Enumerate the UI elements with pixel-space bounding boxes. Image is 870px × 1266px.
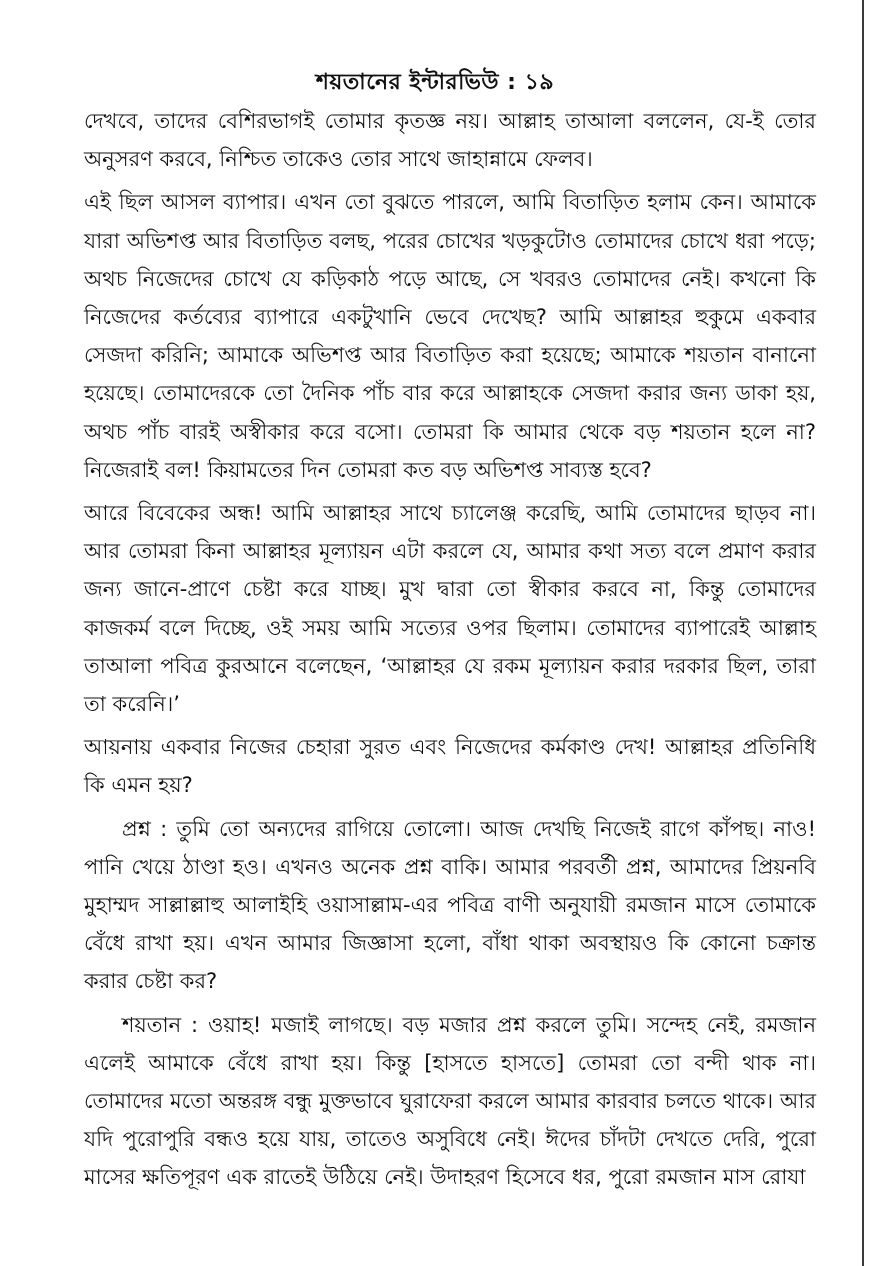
answer-paragraph: শয়তান : ওয়াহ! মজাই লাগছে। বড় মজার প্রশ্ন করলে তুমি। সন্দেহ নেই, রমজান এলেই আমাকে বেঁধে রাখা হয়। কিন্তু [হাসতে হাসতে] তোমরা তো বন্দী থাক না। তোমাদের মতো অন্তরঙ্গ বন্ধু মুক্তভাবে ঘুরাফেরা করলে আমার কারবার চলতে থাকে। আর যদি পুরোপুরি বন্ধও হয়ে যায়, তাতেও অসুবিধে নেই। ঈদের চাঁদটা দেখতে দেরি, পুরো মাসের ক্ষতিপূরণ এক রাতেই উঠিয়ে নেই। উদাহরণ হিসেবে ধর, পুরো রমজান মাস রোযা [84,1012,816,1190]
question-paragraph: প্রশ্ন : তুমি তো অন্যদের রাগিয়ে তোলো। আজ দেখছি নিজেই রাগে কাঁপছ। নাও! পানি খেয়ে ঠাণ্ডা হও। এখনও অনেক প্রশ্ন বাকি। আমার পরবর্তী প্রশ্ন, আমাদের প্রিয়নবি মুহাম্মদ সাল্লাল্লাহু আলাইহি ওয়াসাল্লাম-এর পবিত্র বাণী অনুযায়ী রমজান মাসে তোমাকে বেঁধে রাখা হয়। এখন আমার জিজ্ঞাসা হলো, বাঁধা থাকা অবস্থায়ও কি কোনো চক্রান্ত করার চেষ্টা কর? [84,816,816,994]
paragraph-1: দেখবে, তাদের বেশিরভাগই তোমার কৃতজ্ঞ নয়। আল্লাহ তাআলা বললেন, যে-ই তোর অনুসরণ করবে, নিশ্চিত তাকেও তোর সাথে জাহান্নামে ফেলব। [84,109,816,172]
page-edge-line [862,0,864,1266]
running-header: শয়তানের ইন্টারভিউ : ১৯ [315,70,555,95]
paragraph-2: এই ছিল আসল ব্যাপার। এখন তো বুঝতে পারলে, আমি বিতাড়িত হলাম কেন। আমাকে যারা অভিশপ্ত আর বিতাড়িত বলছ, পরের চোখের খড়কুটোও তোমাদের চোখে ধরা পড়ে; অথচ নিজেদের চোখে যে কড়িকাঠ পড়ে আছে, সে খবরও তোমাদের নেই। কখনো কি নিজেদের কর্তব্যের ব্যাপারে একটুখানি ভেবে দেখেছ? আমি আল্লাহর হুকুমে একবার সেজদা করিনি; আমাকে অভিশপ্ত আর বিতাড়িত করা হয়েছে; আমাকে শয়তান বানানো হয়েছে। তোমাদেরকে তো দৈনিক পাঁচ বার করে আল্লাহকে সেজদা করার জন্য ডাকা হয়, অথচ পাঁচ বারই অস্বীকার করে বসো। তোমরা কি আমার থেকে বড় শয়তান হলে না? নিজেরাই বল! কিয়ামতের দিন তোমরা কত বড় অভিশপ্ত সাব্যস্ত হবে? [84,190,816,482]
paragraph-4: আয়নায় একবার নিজের চেহারা সুরত এবং নিজেদের কর্মকাণ্ড দেখ! আল্লাহর প্রতিনিধি কি এমন হয়? [84,735,816,798]
paragraph-3: আরে বিবেকের অন্ধ! আমি আল্লাহর সাথে চ্যালেঞ্জ করেছি, আমি তোমাদের ছাড়ব না। আর তোমরা কিনা আল্লাহর মূল্যায়ন এটা করলে যে, আমার কথা সত্য বলে প্রমাণ করার জন্য জানে-প্রাণে চেষ্টা করে যাচ্ছ। মুখ দ্বারা তো স্বীকার করবে না, কিন্তু তোমাদের কাজকর্ম বলে দিচ্ছে, ওই সময় আমি সত্যের ওপর ছিলাম। তোমাদের ব্যাপারেই আল্লাহ তাআলা পবিত্র কুরআনে বলেছেন, ‘আল্লাহর যে রকম মূল্যায়ন করার দরকার ছিল, তারা তা করেনি।’ [84,501,816,717]
body-text [84,102,816,1202]
